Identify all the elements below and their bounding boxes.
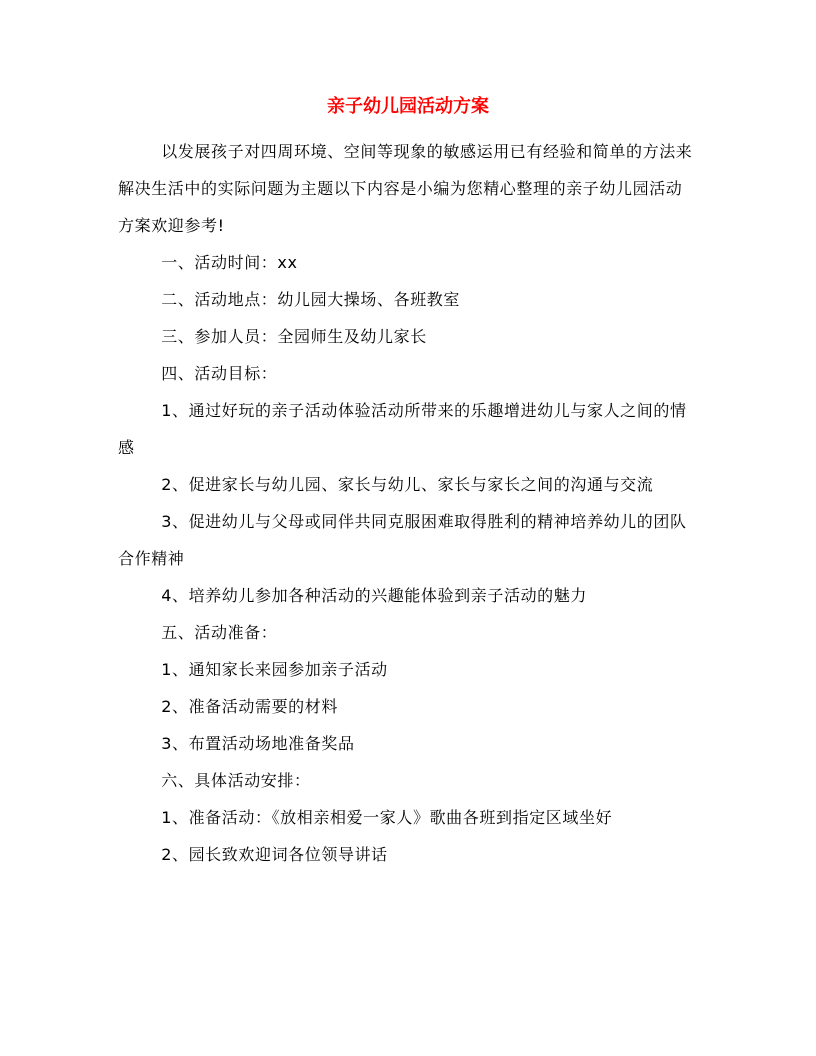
- paragraph-schedule-2: 2、园长致欢迎词各位领导讲话: [161, 845, 388, 864]
- paragraph-preparation-2: 2、准备活动需要的材料: [161, 697, 338, 716]
- paragraph-goal-3: 3、促进幼儿与父母或同伴共同克服困难取得胜利的精神培养幼儿的团队合作精神: [118, 512, 687, 568]
- document-title: 亲子幼儿园活动方案: [327, 96, 489, 117]
- paragraph-goal-2: 2、促进家长与幼儿园、家长与幼儿、家长与家长之间的沟通与交流: [161, 475, 654, 494]
- document-body: [118, 133, 698, 873]
- paragraph-goal-4: 4、培养幼儿参加各种活动的兴趣能体验到亲子活动的魅力: [161, 586, 587, 605]
- paragraph-preparation-1: 1、通知家长来园参加亲子活动: [161, 660, 388, 679]
- paragraph-activity-time: 一、活动时间：xx: [161, 253, 298, 272]
- paragraph-goal-1: 1、通过好玩的亲子活动体验活动所带来的乐趣增进幼儿与家人之间的情感: [118, 401, 687, 457]
- paragraph-participants: 三、参加人员：全园师生及幼儿家长: [161, 327, 427, 346]
- paragraph-intro: 以发展孩子对四周环境、空间等现象的敏感运用已有经验和简单的方法来解决生活中的实际问题为主题以下内容是小编为您精心整理的亲子幼儿园活动方案欢迎参考!: [118, 142, 693, 235]
- paragraph-activity-location: 二、活动地点：幼儿园大操场、各班教室: [161, 290, 460, 309]
- paragraph-preparation-heading: 五、活动准备：: [161, 623, 278, 642]
- paragraph-schedule-heading: 六、具体活动安排：: [161, 771, 311, 790]
- paragraph-schedule-1: 1、准备活动：《放相亲相爱一家人》歌曲各班到指定区域坐好: [161, 808, 613, 827]
- paragraph-preparation-3: 3、布置活动场地准备奖品: [161, 734, 355, 753]
- paragraph-goals-heading: 四、活动目标：: [161, 364, 278, 383]
